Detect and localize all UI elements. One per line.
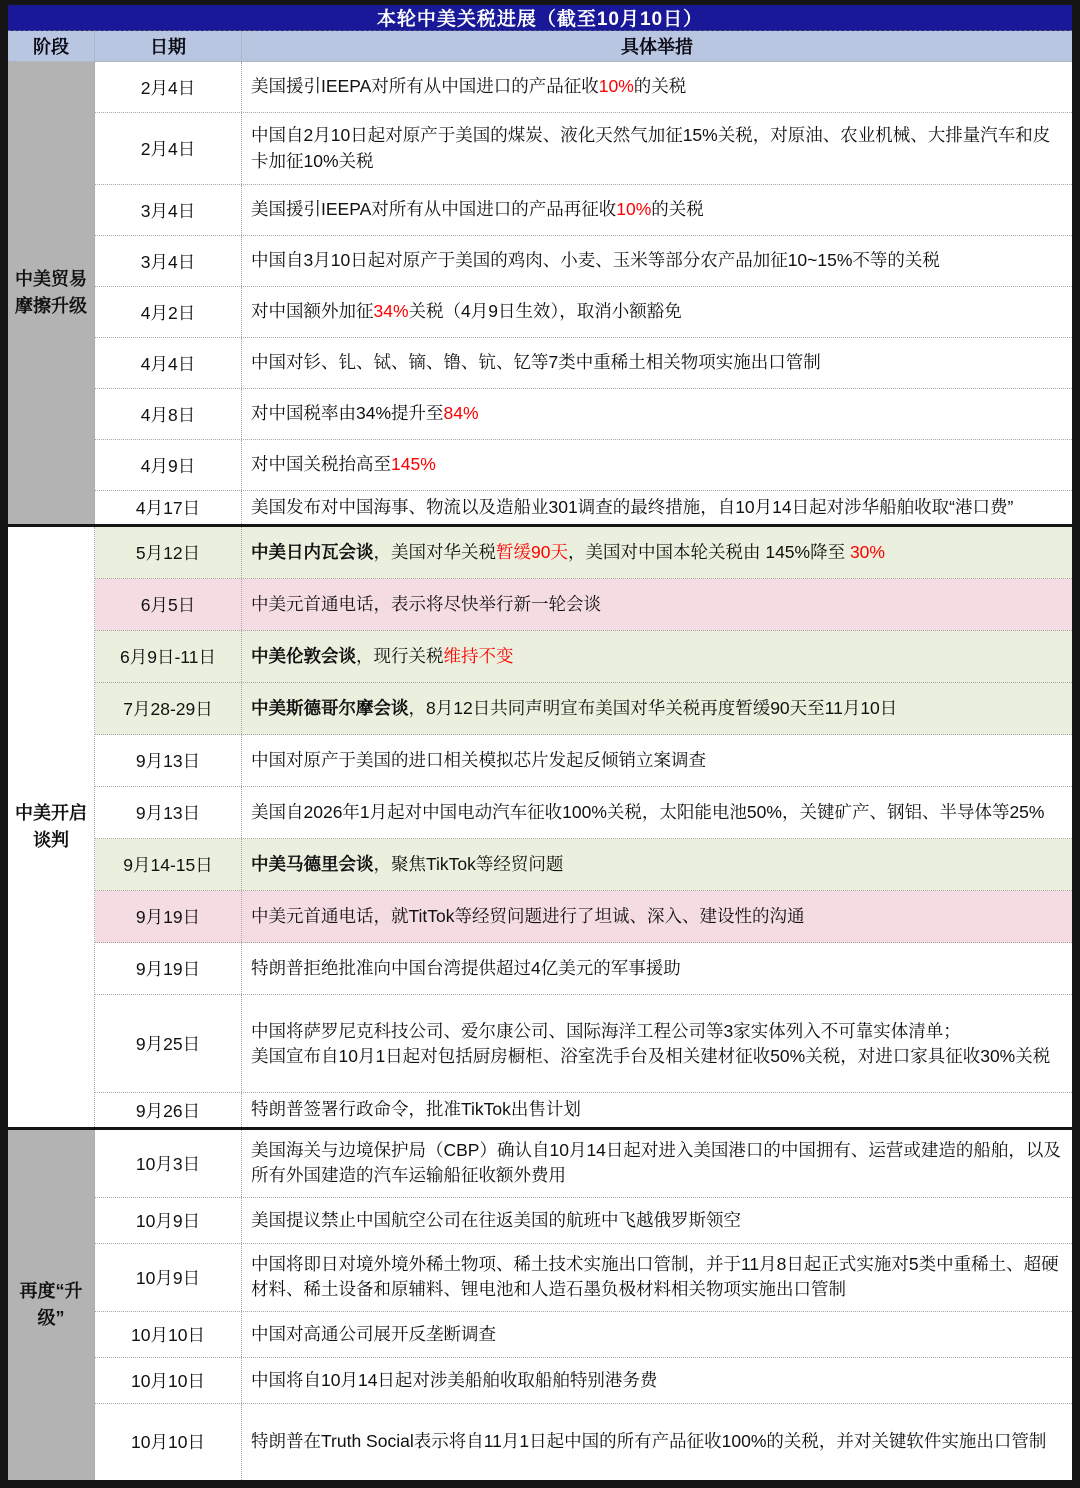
measure-segment: 的关税: [651, 199, 704, 220]
measure-segment: 145%: [391, 454, 436, 475]
table-row: [95, 787, 1072, 839]
measure-text: [251, 1429, 1046, 1454]
measure-segment: 中国将即日对境外境外稀土物项、稀土技术实施出口管制，并于11月8日起正式实施对5类中重稀土、超硬材料、稀土设备和原辅料、锂电池和人造石墨负极材料相关物项实施出口管制: [251, 1253, 1059, 1300]
measure-cell: [242, 839, 1072, 890]
date-cell: 4月8日: [95, 389, 242, 439]
measure-text: [251, 956, 681, 981]
measure-text: [251, 592, 601, 617]
table-row: [95, 62, 1072, 113]
table-row: [95, 236, 1072, 287]
date-cell: 5月12日: [95, 527, 242, 578]
measure-text: [251, 904, 805, 929]
measure-cell: [242, 787, 1072, 838]
table-row: [95, 527, 1072, 579]
measure-segment: 美国海关与边境保护局（CBP）确认自10月14日起对进入美国港口的中国拥有、运营或建造的船舶，以及所有外国建造的汽车运输船征收额外费用: [251, 1139, 1061, 1186]
measure-segment: 特朗普拒绝批准向中国台湾提供超过4亿美元的军事援助: [251, 958, 681, 979]
phase-section: [8, 62, 1072, 524]
date-cell: 10月3日: [95, 1130, 242, 1197]
date-cell: 9月25日: [95, 995, 242, 1092]
measure-cell: [242, 735, 1072, 786]
measure-cell: [242, 1130, 1072, 1197]
measure-segment: 特朗普签署行政命令，批准TikTok出售计划: [251, 1099, 581, 1120]
date-cell: 4月4日: [95, 338, 242, 388]
phase-rows: [95, 1130, 1072, 1480]
measure-text: [251, 800, 1044, 825]
phase-label: 中美贸易摩擦升级: [8, 62, 95, 524]
measure-text: [251, 1019, 1050, 1070]
table-row: [95, 1198, 1072, 1244]
measure-cell: [242, 185, 1072, 235]
measure-text: [251, 1097, 581, 1122]
measure-text: [251, 495, 1013, 520]
measure-segment: ，聚焦TikTok等经贸问题: [373, 854, 564, 875]
measure-segment: 中美元首通电话，就TitTok等经贸问题进行了坦诚、深入、建设性的沟通: [251, 906, 805, 927]
measure-text: [251, 644, 514, 669]
measure-cell: [242, 527, 1072, 578]
table-row: [95, 491, 1072, 524]
date-cell: 9月19日: [95, 943, 242, 994]
table-row: [95, 338, 1072, 389]
date-cell: 9月19日: [95, 891, 242, 942]
date-cell: 10月10日: [95, 1404, 242, 1480]
phase-section: [8, 524, 1072, 1126]
measure-text: [251, 1138, 1062, 1189]
measure-segment: 中国将自10月14日起对涉美船舶收取船舶特别港务费: [251, 1369, 658, 1390]
table-row: [95, 440, 1072, 491]
measure-segment: 美国援引IEEPA对所有从中国进口的产品征收: [251, 76, 599, 97]
measure-cell: [242, 62, 1072, 112]
measure-cell: [242, 338, 1072, 388]
measure-segment: 中国对高通公司展开反垄断调查: [251, 1323, 496, 1344]
table-row: [95, 839, 1072, 891]
table-row: [95, 631, 1072, 683]
measure-text: [251, 123, 1062, 174]
measure-cell: [242, 631, 1072, 682]
measure-cell: [242, 113, 1072, 184]
table-row: [95, 1404, 1072, 1480]
measure-text: [251, 401, 479, 426]
measure-segment: 关税（4月9日生效），取消小额豁免: [408, 301, 682, 322]
phase-rows: [95, 62, 1072, 524]
measure-segment: 中国将萨罗尼克科技公司、爱尔康公司、国际海洋工程公司等3家实体列入不可靠实体清单；: [251, 1020, 961, 1041]
measure-text: [251, 748, 706, 773]
table-row: [95, 287, 1072, 338]
date-cell: 4月9日: [95, 440, 242, 490]
table-row: [95, 683, 1072, 735]
date-cell: 6月5日: [95, 579, 242, 630]
table-title: 本轮中美关税进展（截至10月10日）: [8, 5, 1072, 31]
measure-text: [251, 1368, 657, 1393]
measure-segment: 特朗普在Truth Social表示将自11月1日起中国的所有产品征收100%的关税，并对关键软件实施出口管制: [251, 1431, 1047, 1452]
measure-segment: ，美国对中国本轮关税由 145%降至: [567, 542, 850, 563]
measure-cell: [242, 287, 1072, 337]
date-cell: 2月4日: [95, 113, 242, 184]
measure-segment: 的关税: [633, 76, 687, 97]
date-cell: 10月10日: [95, 1358, 242, 1403]
measure-segment: 34%: [373, 301, 409, 322]
measure-text: [251, 1208, 741, 1233]
measure-cell: [242, 236, 1072, 286]
measure-segment: 对中国额外加征: [251, 301, 374, 322]
measure-text: [251, 299, 682, 324]
measure-segment: 中美日内瓦会谈: [251, 542, 374, 563]
measure-cell: [242, 389, 1072, 439]
date-cell: 9月13日: [95, 787, 242, 838]
measure-cell: [242, 579, 1072, 630]
phase-label: 再度“升级”: [8, 1130, 95, 1480]
measure-cell: [242, 1198, 1072, 1243]
header-phase: 阶段: [8, 31, 95, 61]
measure-segment: ，8月12日共同声明宣布美国对华关税再度暂缓90天至11月10日: [408, 698, 898, 719]
measure-segment: 中美斯德哥尔摩会谈: [251, 698, 409, 719]
measure-text: [251, 452, 436, 477]
date-cell: 3月4日: [95, 236, 242, 286]
measure-cell: [242, 1358, 1072, 1403]
table-row: [95, 735, 1072, 787]
table-row: [95, 389, 1072, 440]
measure-text: [251, 1322, 496, 1347]
measure-cell: [242, 1244, 1072, 1311]
header-measure: 具体举措: [621, 37, 693, 57]
measure-segment: 对中国税率由34%提升至: [251, 403, 444, 424]
measure-segment: 中美伦敦会谈: [251, 646, 356, 667]
measure-cell: [242, 491, 1072, 524]
measure-cell: [242, 440, 1072, 490]
phase-label: 中美开启谈判: [8, 527, 95, 1126]
measure-segment: 10%: [616, 199, 652, 220]
measure-text: [251, 350, 821, 375]
table-row: [95, 579, 1072, 631]
measure-cell: [242, 1404, 1072, 1480]
measure-segment: 暂缓90天: [496, 542, 568, 563]
date-cell: 4月2日: [95, 287, 242, 337]
measure-cell: [242, 1312, 1072, 1357]
date-cell: 6月9日-11日: [95, 631, 242, 682]
table-header: [8, 31, 1072, 62]
header-date: 日期: [95, 31, 242, 61]
measure-text: [251, 852, 563, 877]
measure-segment: 中国自3月10日起对原产于美国的鸡肉、小麦、玉米等部分农产品加征10~15%不等的关税: [251, 250, 940, 271]
measure-text: [251, 696, 897, 721]
measure-text: [251, 197, 704, 222]
measure-segment: 84%: [443, 403, 479, 424]
measure-text: [251, 1252, 1062, 1303]
measure-segment: 中美马德里会谈: [251, 854, 374, 875]
table-row: [95, 1312, 1072, 1358]
table-row: [95, 995, 1072, 1093]
measure-segment: 美国宣布自10月1日起对包括厨房橱柜、浴室洗手台及相关建材征收50%关税，对进口家具征收30%关税: [251, 1045, 1051, 1066]
measure-cell: [242, 943, 1072, 994]
measure-segment: 维持不变: [443, 646, 514, 667]
measure-cell: [242, 683, 1072, 734]
table-row: [95, 1093, 1072, 1126]
date-cell: 2月4日: [95, 62, 242, 112]
phase-sections: [8, 62, 1072, 1480]
measure-cell: [242, 891, 1072, 942]
measure-segment: 美国援引IEEPA对所有从中国进口的产品再征收: [251, 199, 617, 220]
date-cell: 4月17日: [95, 491, 242, 524]
table-row: [95, 1358, 1072, 1404]
table-row: [95, 185, 1072, 236]
date-cell: 3月4日: [95, 185, 242, 235]
measure-cell: [242, 1093, 1072, 1126]
measure-segment: 美国提议禁止中国航空公司在往返美国的航班中飞越俄罗斯领空: [251, 1209, 741, 1230]
measure-text: [251, 74, 686, 99]
date-cell: 9月26日: [95, 1093, 242, 1126]
measure-segment: 中美元首通电话，表示将尽快举行新一轮会谈: [251, 594, 601, 615]
table-row: [95, 891, 1072, 943]
date-cell: 10月9日: [95, 1198, 242, 1243]
measure-cell: [242, 995, 1072, 1092]
date-cell: 10月10日: [95, 1312, 242, 1357]
table-row: [95, 1244, 1072, 1312]
measure-text: [251, 248, 940, 273]
table-row: [95, 943, 1072, 995]
measure-segment: 中国对原产于美国的进口相关模拟芯片发起反倾销立案调查: [251, 750, 706, 771]
phase-rows: [95, 527, 1072, 1126]
phase-section: [8, 1127, 1072, 1480]
measure-segment: 对中国关税抬高至: [251, 454, 391, 475]
date-cell: 10月9日: [95, 1244, 242, 1311]
date-cell: 7月28-29日: [95, 683, 242, 734]
table-row: [95, 1130, 1072, 1198]
date-cell: 9月13日: [95, 735, 242, 786]
table-row: [95, 113, 1072, 185]
measure-segment: ，现行关税: [356, 646, 444, 667]
measure-segment: 中国自2月10日起对原产于美国的煤炭、液化天然气加征15%关税，对原油、农业机械、大排量汽车和皮卡加征10%关税: [251, 125, 1051, 171]
measure-segment: 10%: [598, 76, 634, 97]
date-cell: 9月14-15日: [95, 839, 242, 890]
measure-segment: 30%: [849, 542, 885, 563]
measure-segment: ，美国对华关税: [373, 542, 496, 563]
measure-segment: 美国自2026年1月起对中国电动汽车征收100%关税，太阳能电池50%，关键矿产、钢铝、半导体等25%: [251, 802, 1045, 823]
measure-text: [251, 540, 885, 565]
measure-segment: 中国对钐、钆、铽、镝、镥、钪、钇等7类中重稀土相关物项实施出口管制: [251, 352, 821, 373]
measure-segment: 美国发布对中国海事、物流以及造船业301调查的最终措施，自10月14日起对涉华船舶收取“港口费”: [251, 497, 1014, 517]
